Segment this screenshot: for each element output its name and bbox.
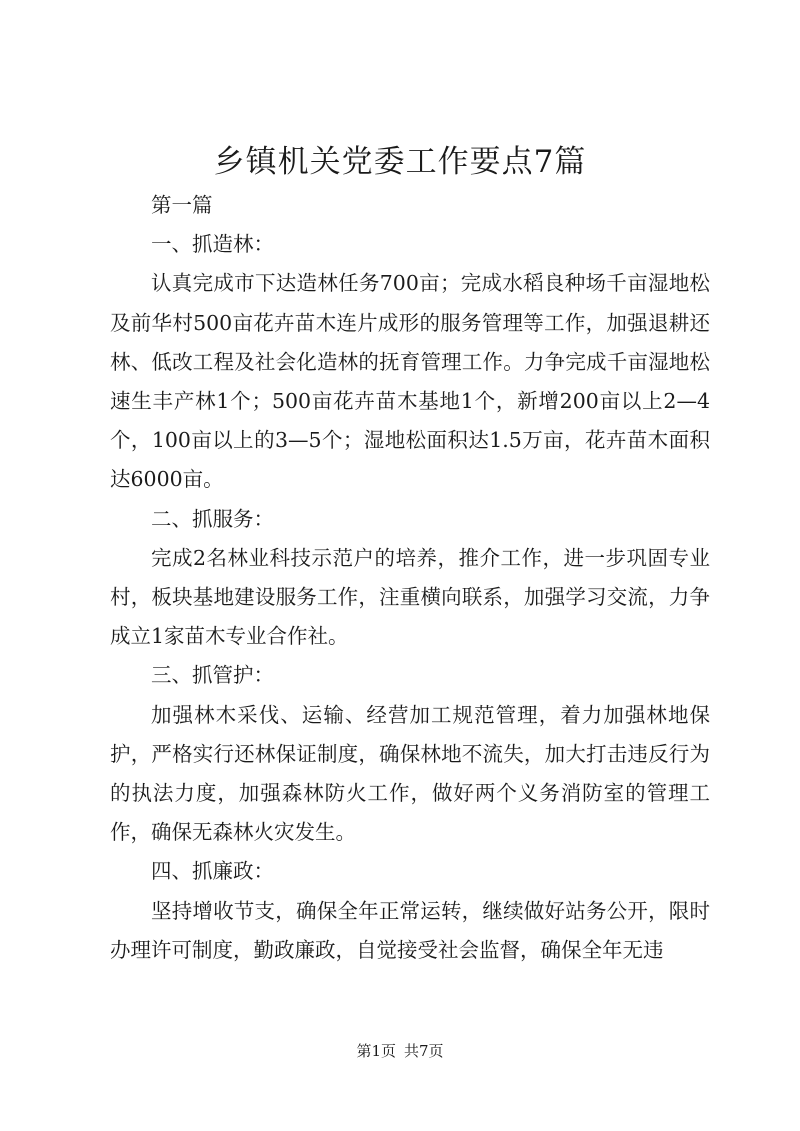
document-body (110, 186, 710, 970)
page-footer (0, 1041, 800, 1061)
section-heading-afforestation: 一、抓造林： (151, 232, 274, 257)
section-heading-integrity: 四、抓廉政： (151, 859, 274, 884)
paragraph-service: 完成2名林业科技示范户的培养，推介工作，进一步巩固专业村，板块基地建设服务工作，注重横向联系，加强学习交流，力争成立1家苗木专业合作社。 (110, 545, 710, 649)
section-heading-service: 二、抓服务： (151, 506, 274, 531)
page-total: 共7页 (404, 1042, 444, 1060)
paragraph-management: 加强林木采伐、运输、经营加工规范管理，着力加强林地保护，严格实行还林保证制度，确保林地不流失，加大打击违反行为的执法力度，加强森林防火工作，做好两个义务消防室的管理工作，确保无森林火灾发生。 (110, 702, 710, 845)
section-heading-management: 三、抓管护： (151, 663, 274, 688)
paragraph-afforestation: 认真完成市下达造林任务700亩；完成水稻良种场千亩湿地松及前华村500亩花卉苗木连片成形的服务管理等工作，加强退耕还林、低改工程及社会化造林的抚育管理工作。力争完成千亩湿地松速生丰产林1个；500亩花卉苗木基地1个，新增200亩以上2—4个，100亩以上的3—5个；湿地松面积达1.5万亩，花卉苗木面积达6000亩。 (110, 271, 710, 492)
paragraph-integrity: 坚持增收节支，确保全年正常运转，继续做好站务公开，限时办理许可制度，勤政廉政，自觉接受社会监督，确保全年无违 (110, 898, 710, 962)
page-number: 第1页 (356, 1042, 396, 1060)
section-heading-first-chapter: 第一篇 (151, 193, 213, 217)
document-title: 乡镇机关党委工作要点7篇 (213, 144, 587, 180)
